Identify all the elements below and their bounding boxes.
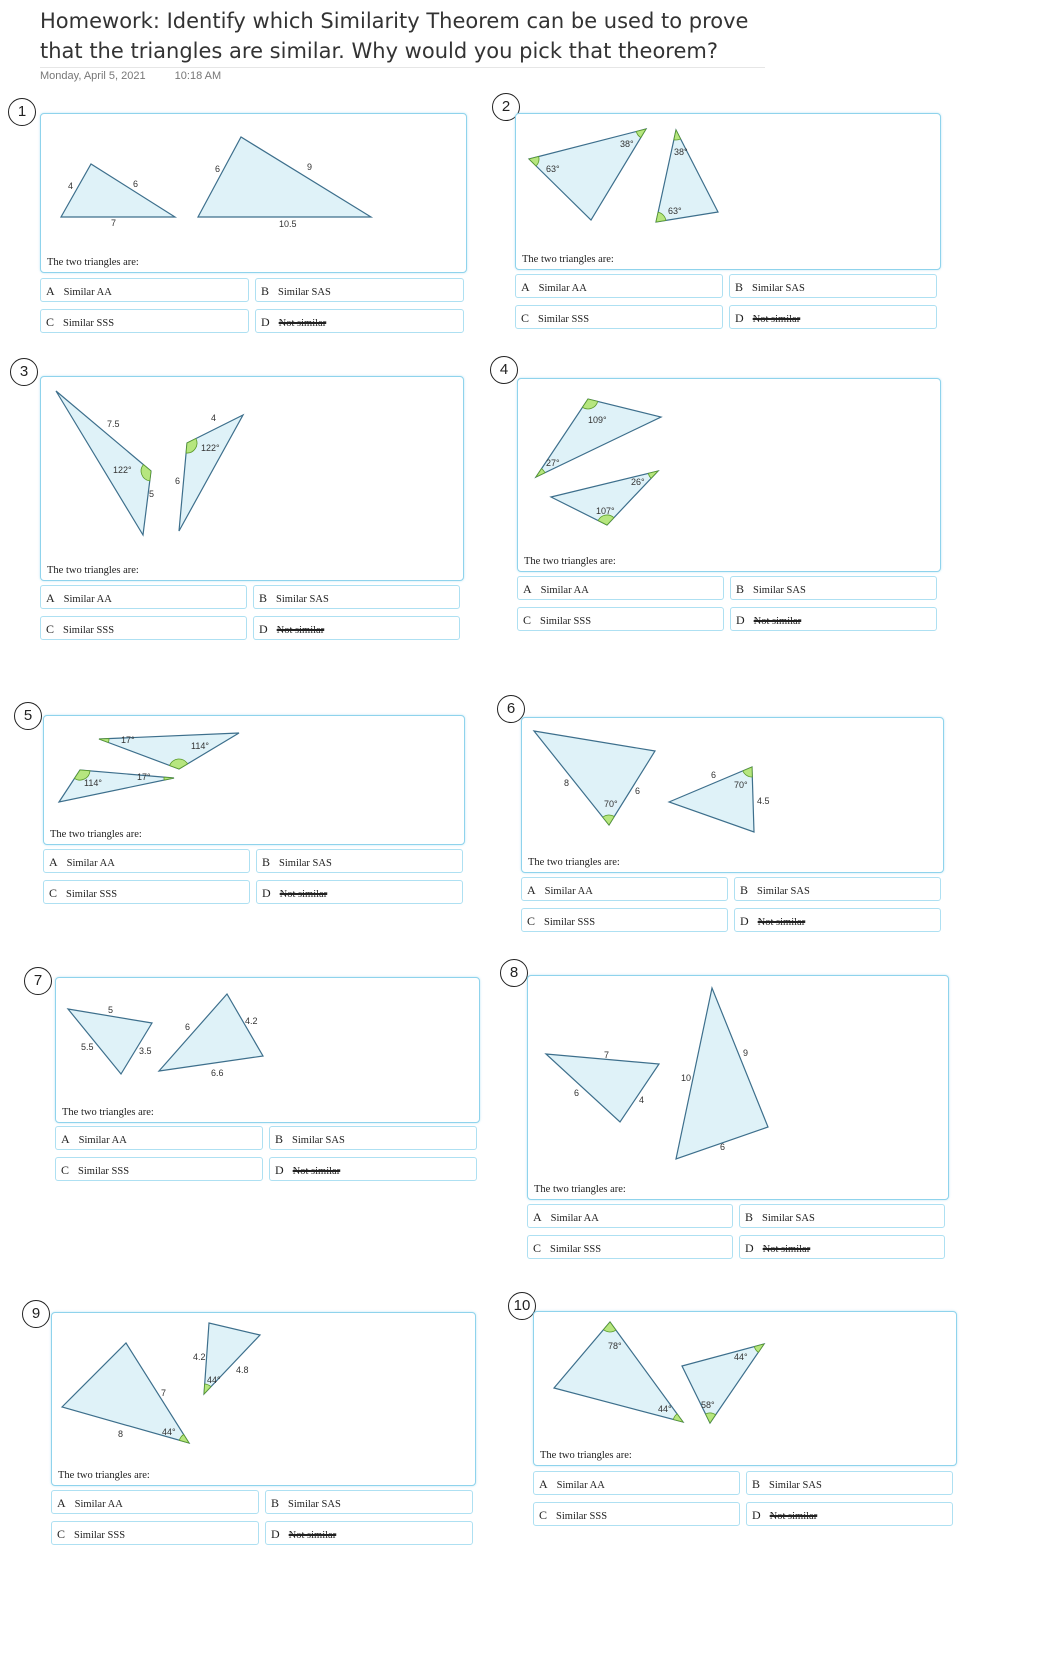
side-length-label: 10.5 [279,219,297,229]
option-label: Similar AA [544,886,593,897]
option-label: Similar SSS [63,318,115,329]
option-letter: A [57,1496,66,1510]
option-letter: B [262,855,271,869]
side-length-label: 8 [118,1429,124,1439]
side-length-label: 6 [720,1142,726,1152]
angle-label: 70° [604,799,618,809]
answer-option-a[interactable] [40,585,247,609]
option-label: Similar SSS [556,1511,608,1522]
option-label: Similar SAS [762,1213,815,1224]
angle-label: 44° [207,1375,221,1385]
answer-option-a[interactable] [527,1204,733,1228]
answer-option-d[interactable] [739,1235,945,1259]
option-label: Similar SSS [540,616,592,627]
triangle-1 [534,731,655,825]
triangle-figure-card [51,1312,476,1486]
note-time: 10:18 AM [174,70,222,82]
question-prompt: The two triangles are: [528,857,620,868]
option-label: Similar SAS [288,1499,341,1510]
question-prompt: The two triangles are: [524,556,616,567]
side-length-label: 6.6 [211,1068,224,1078]
answer-option-c[interactable] [43,880,250,904]
option-label: Similar SAS [769,1480,822,1491]
option-label: Not similar [278,318,327,329]
option-letter: A [523,582,532,596]
option-letter: C [533,1241,542,1255]
problem-number-badge: 6 [497,695,525,723]
triangle-figure-card [40,376,464,581]
option-label: Similar SSS [74,1530,126,1541]
angle-label: 63° [546,164,560,174]
triangle-figure [41,114,466,250]
angle-label: 114° [84,778,102,788]
problem-number-badge: 4 [490,356,518,384]
option-letter: D [752,1508,761,1522]
side-length-label: 7 [111,218,117,228]
triangle-2 [59,770,174,802]
option-letter: B [752,1477,761,1491]
angle-label: 122° [113,465,132,475]
option-label: Similar SSS [538,314,590,325]
triangle-figure-card [521,717,944,873]
option-letter: D [275,1163,284,1177]
angle-label: 27° [546,458,560,468]
side-length-label: 4 [639,1095,645,1105]
triangle-figure [528,976,948,1177]
triangle-figure [44,716,464,822]
answer-option-b[interactable] [269,1126,477,1150]
angle-mark [603,815,615,825]
option-letter: A [539,1477,548,1491]
option-label: Similar AA [556,1480,605,1491]
answer-option-d[interactable] [265,1521,473,1545]
problem-number-badge: 2 [492,93,520,121]
triangle-figure [56,978,479,1100]
option-letter: B [735,280,744,294]
answer-option-b[interactable] [739,1204,945,1228]
triangle-figure [534,1312,956,1443]
option-letter: C [49,886,58,900]
triangle-figure [518,379,940,549]
side-length-label: 7 [161,1388,167,1398]
option-label: Similar AA [63,594,112,605]
triangle-figure-card [40,113,467,273]
angle-label: 44° [162,1427,176,1437]
option-letter: C [57,1527,66,1541]
option-label: Not similar [752,314,801,325]
option-label: Similar SSS [78,1166,130,1177]
angle-label: 26° [631,477,645,487]
option-letter: C [521,311,530,325]
option-letter: D [259,622,268,636]
option-label: Not similar [753,616,802,627]
angle-label: 114° [191,741,209,751]
angle-label: 38° [674,147,688,157]
side-length-label: 5.5 [81,1042,94,1052]
answer-option-d[interactable] [734,908,941,932]
option-letter: A [61,1132,70,1146]
side-length-label: 7.5 [107,419,120,429]
question-prompt: The two triangles are: [47,565,139,576]
answer-option-b[interactable] [729,274,937,298]
option-letter: B [259,591,268,605]
side-length-label: 4 [68,181,74,191]
answer-option-d[interactable] [269,1157,477,1181]
answer-option-b[interactable] [265,1490,473,1514]
answer-option-a[interactable] [521,877,728,901]
option-label: Not similar [292,1166,341,1177]
triangle-1 [546,1054,659,1122]
problem-number-badge: 8 [500,959,528,987]
note-date: Monday, April 5, 2021 [40,70,146,82]
option-letter: B [275,1132,284,1146]
option-letter: D [745,1241,754,1255]
angle-label: 44° [658,1404,672,1414]
note-timestamp [40,70,247,82]
angle-label: 70° [734,780,748,790]
triangle-2 [198,137,371,217]
answer-option-c[interactable] [527,1235,733,1259]
question-prompt: The two triangles are: [50,829,142,840]
side-length-label: 6 [635,786,641,796]
answer-option-b[interactable] [730,576,937,600]
answer-option-b[interactable] [256,849,463,873]
option-letter: B [736,582,745,596]
option-label: Similar SSS [550,1244,602,1255]
triangle-1 [99,733,239,769]
triangle-figure-card [527,975,949,1200]
answer-option-c[interactable] [51,1521,259,1545]
side-length-label: 6 [175,476,181,486]
option-label: Not similar [279,889,328,900]
problem-number-badge: 5 [14,702,42,730]
angle-label: 107° [596,506,615,516]
answer-option-b[interactable] [253,585,460,609]
option-letter: C [46,315,55,329]
answer-option-d[interactable] [729,305,937,329]
side-length-label: 10 [681,1073,692,1083]
triangle-figure [41,377,463,558]
problem-number-badge: 9 [22,1300,50,1328]
side-length-label: 9 [743,1048,749,1058]
answer-option-c[interactable] [521,908,728,932]
side-length-label: 6 [711,770,717,780]
option-letter: B [271,1496,280,1510]
question-prompt: The two triangles are: [62,1107,154,1118]
option-letter: C [61,1163,70,1177]
option-label: Similar SAS [279,858,332,869]
angle-mark [648,471,658,478]
option-label: Not similar [757,917,806,928]
problem-number-badge: 7 [24,967,52,995]
angle-label: 78° [608,1341,622,1351]
triangle-figure-card [533,1311,957,1466]
option-letter: A [49,855,58,869]
header-divider [40,67,765,68]
option-label: Not similar [276,625,325,636]
answer-option-c[interactable] [55,1157,263,1181]
answer-option-b[interactable] [734,877,941,901]
answer-option-a[interactable] [40,278,249,302]
option-label: Similar SAS [276,594,329,605]
side-length-label: 7 [604,1050,610,1060]
side-length-label: 4.2 [245,1016,258,1026]
answer-option-b[interactable] [255,278,464,302]
angle-label: 63° [668,206,682,216]
option-letter: C [523,613,532,627]
side-length-label: 6 [133,179,139,189]
answer-option-d[interactable] [253,616,460,640]
question-prompt: The two triangles are: [522,254,614,265]
option-letter: A [521,280,530,294]
option-label: Similar AA [78,1135,127,1146]
option-label: Not similar [769,1511,818,1522]
triangle-figure [516,114,940,247]
answer-option-c[interactable] [533,1502,740,1526]
option-letter: B [740,883,749,897]
side-length-label: 6 [185,1022,191,1032]
side-length-label: 6 [215,164,221,174]
side-length-label: 8 [564,778,570,788]
answer-option-a[interactable] [533,1471,740,1495]
triangle-2 [682,1344,764,1423]
option-letter: C [539,1508,548,1522]
option-letter: C [46,622,55,636]
angle-mark [204,1384,211,1394]
question-prompt: The two triangles are: [58,1470,150,1481]
triangle-figure [522,718,943,850]
angle-label: 58° [701,1400,715,1410]
homework-title: Homework: Identify which Similarity Theorem can be used to prove that the triangles are similar. Why would you pick that theorem? [40,9,749,63]
problem-number-badge: 1 [8,98,36,126]
question-prompt: The two triangles are: [534,1184,626,1195]
angle-mark [99,739,109,743]
answer-option-c[interactable] [517,607,724,631]
answer-option-c[interactable] [40,616,247,640]
angle-mark [604,1322,616,1332]
option-letter: A [46,284,55,298]
option-letter: A [527,883,536,897]
angle-label: 109° [588,415,607,425]
answer-option-d[interactable] [256,880,463,904]
option-label: Similar SSS [544,917,596,928]
triangle-figure-card [517,378,941,572]
triangle-2 [656,130,718,222]
option-letter: C [527,914,536,928]
angle-label: 38° [620,139,634,149]
option-letter: D [262,886,271,900]
option-label: Similar AA [550,1213,599,1224]
triangle-figure-card [55,977,480,1123]
side-length-label: 4.2 [193,1352,206,1362]
option-letter: D [736,613,745,627]
option-label: Similar SAS [278,287,331,298]
option-label: Similar AA [63,287,112,298]
triangle-figure-card [43,715,465,845]
option-letter: B [745,1210,754,1224]
option-label: Similar SAS [752,283,805,294]
answer-option-c[interactable] [40,309,249,333]
answer-option-c[interactable] [515,305,723,329]
problem-number-badge: 10 [508,1292,536,1320]
triangle-2 [159,994,263,1071]
answer-option-b[interactable] [746,1471,953,1495]
option-letter: D [271,1527,280,1541]
option-label: Similar AA [538,283,587,294]
option-letter: D [261,315,270,329]
triangle-figure-card [515,113,941,270]
answer-option-d[interactable] [255,309,464,333]
side-length-label: 5 [108,1005,114,1015]
question-prompt: The two triangles are: [540,1450,632,1461]
triangle-figure [52,1313,475,1463]
answer-option-a[interactable] [517,576,724,600]
option-label: Not similar [288,1530,337,1541]
option-label: Not similar [762,1244,811,1255]
option-label: Similar AA [540,585,589,596]
side-length-label: 4.5 [757,796,770,806]
side-length-label: 4 [211,413,217,423]
angle-label: 122° [201,443,220,453]
option-label: Similar SAS [292,1135,345,1146]
option-label: Similar SAS [753,585,806,596]
option-letter: D [740,914,749,928]
side-length-label: 5 [149,489,155,499]
angle-label: 17° [121,735,135,745]
question-prompt: The two triangles are: [47,257,139,268]
option-label: Similar AA [74,1499,123,1510]
answer-option-a[interactable] [51,1490,259,1514]
option-label: Similar AA [66,858,115,869]
option-letter: A [46,591,55,605]
option-label: Similar SSS [66,889,118,900]
option-label: Similar SAS [757,886,810,897]
side-length-label: 6 [574,1088,580,1098]
angle-label: 17° [137,772,151,782]
answer-option-d[interactable] [746,1502,953,1526]
triangle-2 [179,415,243,531]
answer-option-a[interactable] [515,274,723,298]
triangle-1 [56,391,151,535]
angle-label: 44° [734,1352,748,1362]
option-letter: D [735,311,744,325]
option-letter: A [533,1210,542,1224]
answer-option-a[interactable] [55,1126,263,1150]
answer-option-a[interactable] [43,849,250,873]
triangle-1 [61,164,175,217]
side-length-label: 4.8 [236,1365,249,1375]
option-letter: B [261,284,270,298]
option-label: Similar SSS [63,625,115,636]
side-length-label: 9 [307,162,313,172]
side-length-label: 3.5 [139,1046,152,1056]
problem-number-badge: 3 [10,358,38,386]
answer-option-d[interactable] [730,607,937,631]
